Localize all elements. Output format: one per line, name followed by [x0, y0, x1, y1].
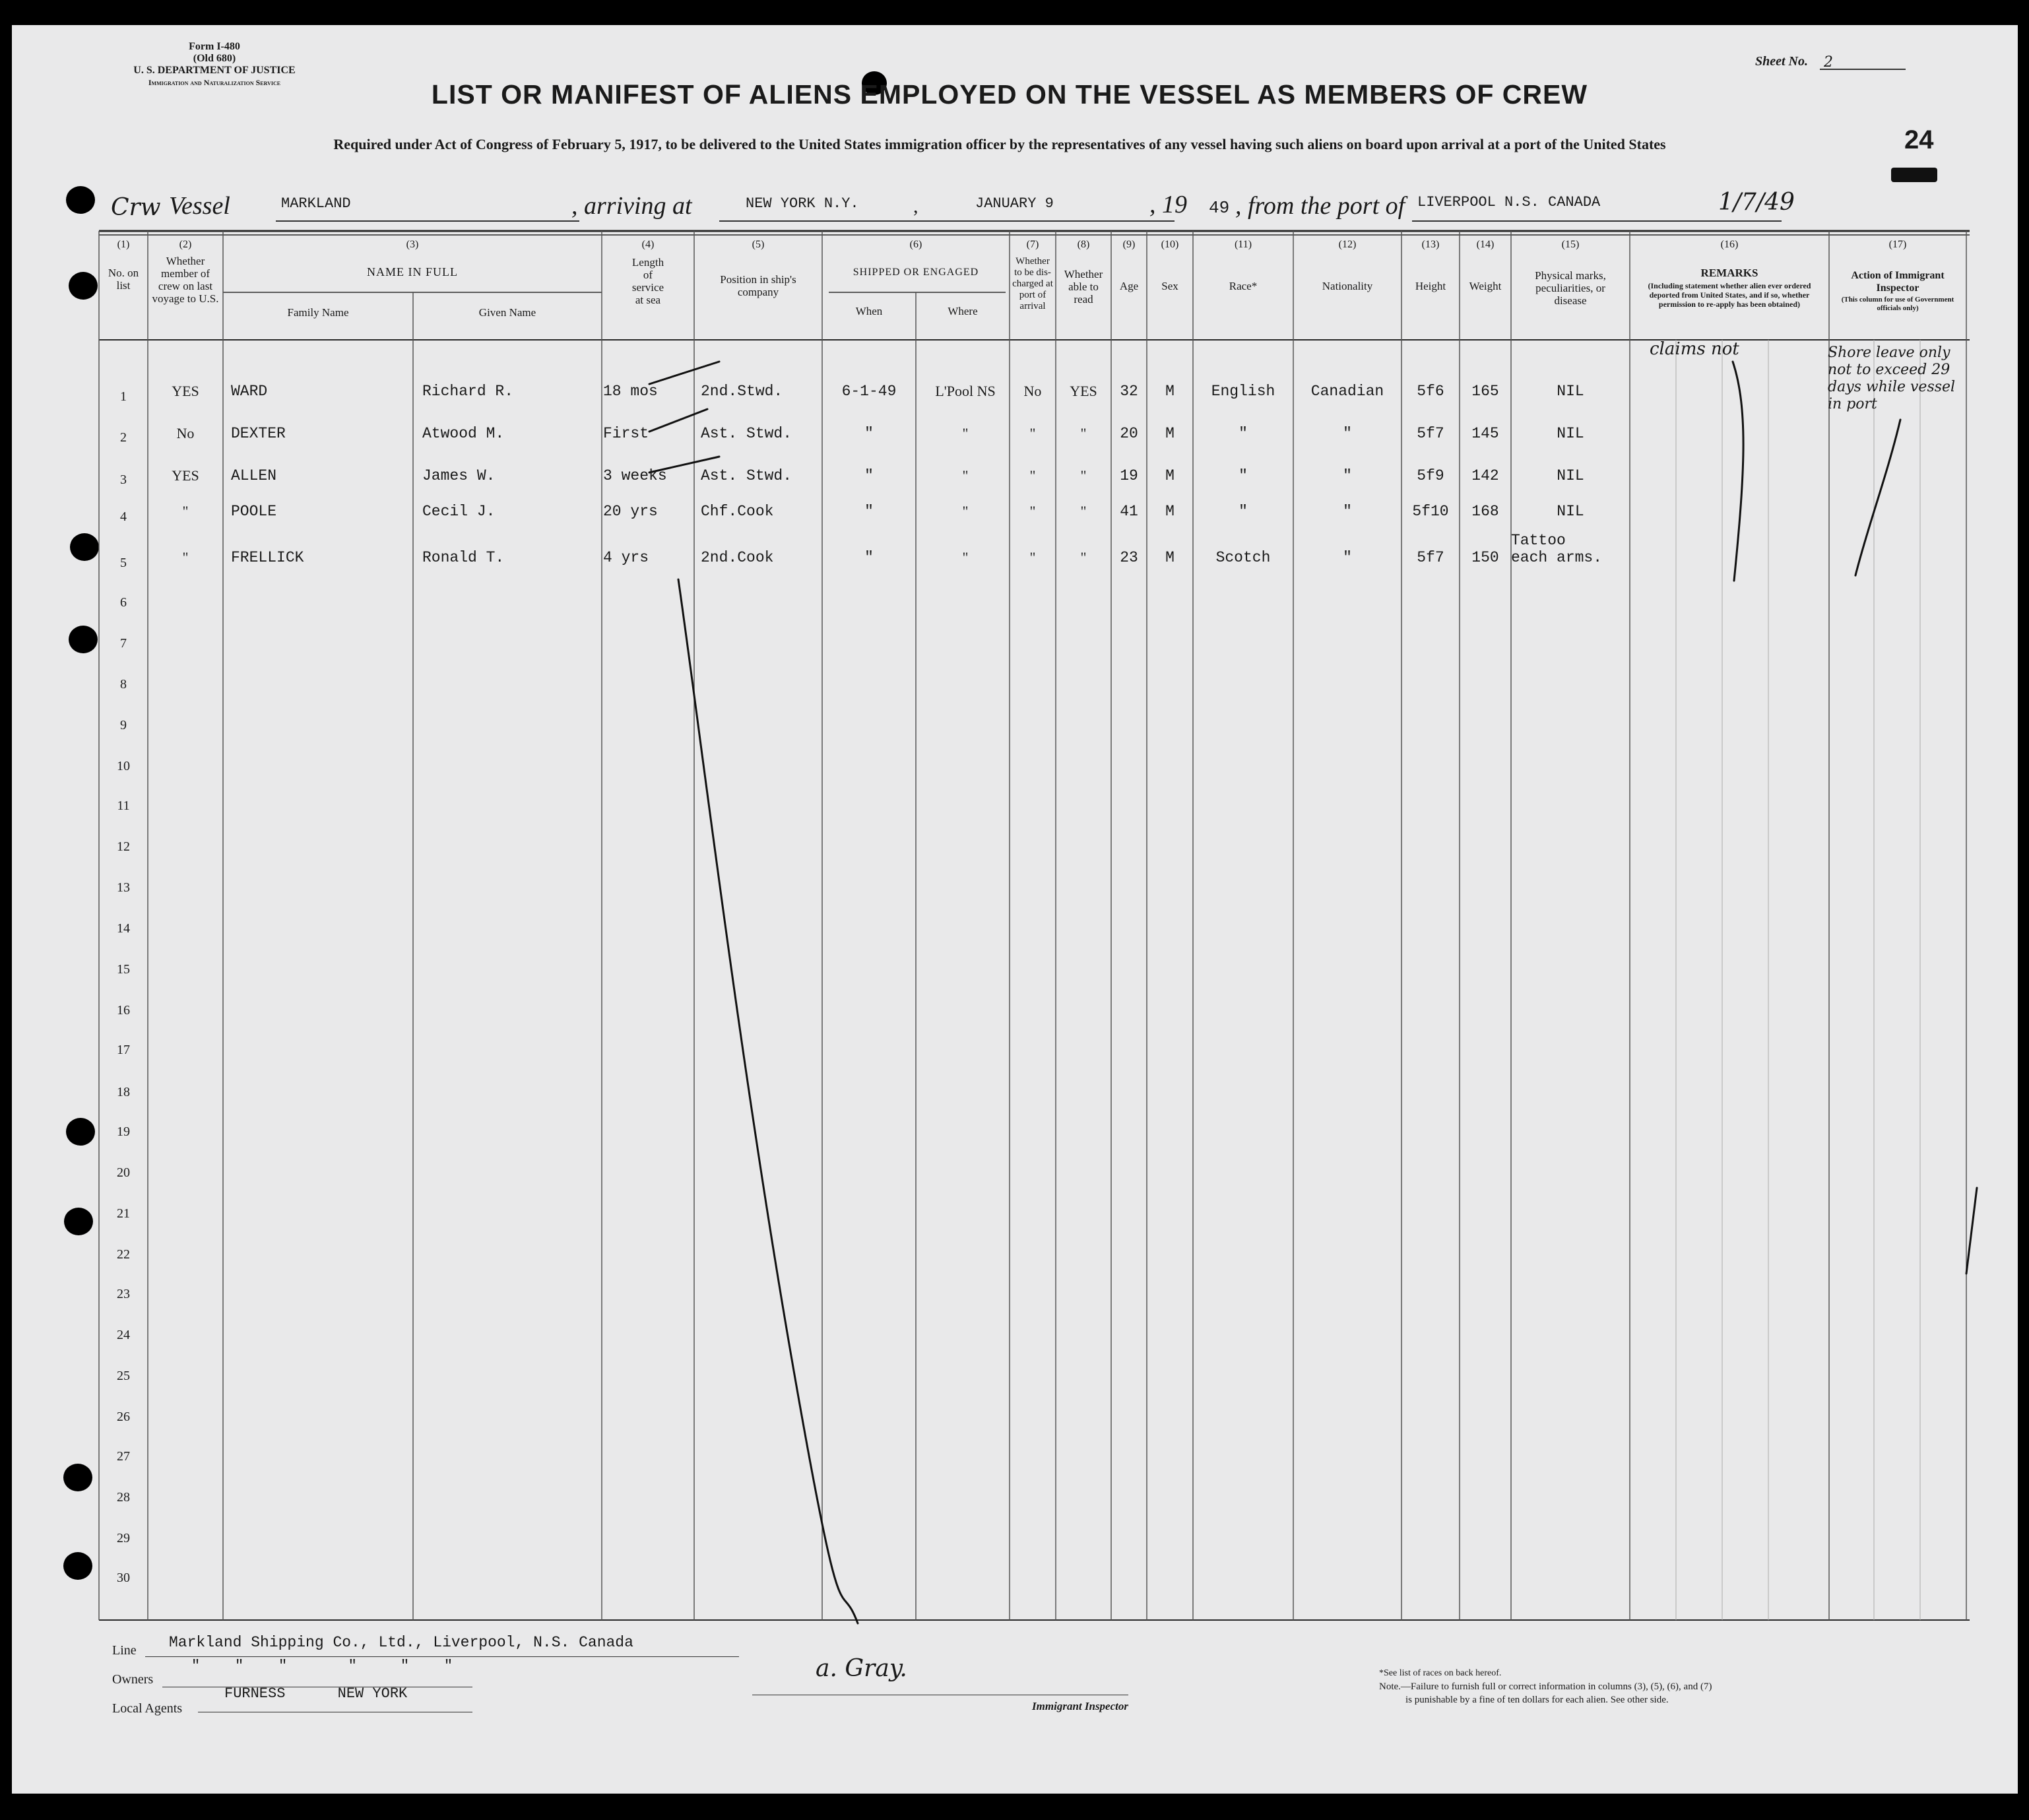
form-old-number: (Old 680): [193, 53, 236, 64]
age-cell: 20: [1120, 425, 1138, 442]
col11-number: (11): [1234, 239, 1252, 250]
row-number: 1: [120, 389, 127, 404]
weight-cell: 168: [1471, 503, 1499, 520]
family-name-cell: FRELLICK: [231, 549, 304, 566]
row-number: 17: [117, 1043, 130, 1057]
sex-cell: M: [1165, 425, 1175, 442]
line-label: Line: [112, 1643, 137, 1658]
when-header: When: [855, 305, 883, 317]
col5-number: (5): [752, 239, 765, 250]
weight-cell: 165: [1471, 383, 1499, 400]
col15-number: (15): [1561, 239, 1580, 250]
last-voyage-cell: No: [176, 425, 195, 441]
col2-header: Whether member of crew on last voyage to U.S.: [152, 255, 219, 305]
physical-marks-cell: NIL: [1557, 425, 1584, 442]
row-number: 11: [117, 798, 130, 813]
where-header: Where: [948, 305, 978, 317]
height-cell: 5f9: [1417, 467, 1444, 484]
sex-cell: M: [1165, 503, 1175, 520]
race-note: *See list of races on back hereof.: [1379, 1668, 1502, 1678]
shipped-where-cell: L'Pool NS: [935, 383, 996, 399]
row-number: 22: [117, 1247, 130, 1262]
able-to-read-cell: YES: [1070, 383, 1097, 399]
inspector-label: Immigrant Inspector: [1032, 1700, 1128, 1712]
col7-number: (7): [1026, 239, 1039, 250]
able-to-read-cell: ": [1080, 467, 1087, 484]
page-title: LIST OR MANIFEST OF ALIENS EMPLOYED ON THE VESSEL AS MEMBERS OF CREW: [431, 79, 1588, 110]
nationality-cell: ": [1343, 467, 1352, 484]
col16-number: (16): [1720, 239, 1739, 250]
nationality-cell: Canadian: [1310, 383, 1384, 400]
service-length-cell: 18 mos: [603, 383, 658, 400]
shipped-when-cell: ": [864, 425, 874, 442]
nationality-cell: ": [1343, 549, 1352, 566]
row-number: 30: [117, 1571, 130, 1585]
family-name-cell: POOLE: [231, 503, 277, 520]
owners-label: Owners: [112, 1672, 154, 1687]
row-number: 7: [120, 636, 127, 651]
position-cell: 2nd.Stwd.: [701, 383, 783, 400]
col17-subheader: (This column for use of Government officials only): [1841, 296, 1954, 312]
family-name-cell: WARD: [231, 383, 268, 400]
physical-marks-cell: NIL: [1557, 467, 1584, 484]
col6-number: (6): [909, 239, 922, 250]
physical-marks-cell: Tattoo: [1511, 532, 1566, 549]
inspector-signature: a. Gray.: [816, 1655, 907, 1682]
row-number: 9: [120, 718, 127, 732]
col16-header: REMARKS: [1700, 267, 1758, 279]
col9-header: Age: [1119, 280, 1139, 292]
col12-number: (12): [1338, 239, 1357, 250]
row-number: 3: [120, 472, 127, 487]
handwritten-date: 1/7/49: [1718, 189, 1795, 216]
row-number: 2: [120, 430, 127, 445]
service-length-cell: 4 yrs: [603, 549, 649, 566]
discharged-cell: ": [1029, 503, 1036, 519]
race-cell: ": [1239, 425, 1248, 442]
arriving-port: NEW YORK N.Y.: [746, 195, 859, 212]
shipped-where-cell: ": [962, 467, 969, 484]
agents-label: Local Agents: [112, 1701, 183, 1716]
vessel-name: MARKLAND: [281, 195, 351, 212]
page-mark: 24: [1904, 125, 1934, 154]
col14-number: (14): [1476, 239, 1495, 250]
given-name-cell: Ronald T.: [422, 549, 505, 566]
inspector-action-line: days while vessel: [1828, 379, 1956, 395]
shipped-when-cell: 6-1-49: [841, 383, 897, 400]
service-length-cell: 3 weeks: [603, 467, 667, 484]
col13-number: (13): [1421, 239, 1440, 250]
discharged-cell: ": [1029, 549, 1036, 566]
row-number: 19: [117, 1124, 130, 1139]
col15-header: Physical marks, peculiarities, or disease: [1535, 269, 1606, 307]
race-cell: English: [1211, 383, 1275, 400]
col16-subheader: (Including statement whether alien ever ordered deported from United States, and if so, whether permission to re-apply has been obtained): [1648, 281, 1811, 309]
sheet-label: Sheet No.: [1755, 54, 1808, 69]
height-cell: 5f6: [1417, 383, 1444, 400]
family-name-header: Family Name: [287, 306, 349, 319]
year-value: 49: [1209, 198, 1230, 218]
owners-value: " " " " " ": [191, 1658, 453, 1674]
row-number: 15: [117, 962, 130, 977]
col9-number: (9): [1122, 239, 1136, 250]
position-cell: 2nd.Cook: [701, 549, 774, 566]
height-cell: 5f7: [1417, 425, 1444, 442]
height-cell: 5f10: [1412, 503, 1449, 520]
row-number: 27: [117, 1449, 130, 1464]
discharged-cell: No: [1023, 383, 1042, 399]
page-subtitle: Required under Act of Congress of February 5, 1917, to be delivered to the United States immigration officer by the representatives of any vessel having such aliens on board upon arrival at a port of the United States: [333, 136, 1666, 152]
height-cell: 5f7: [1417, 549, 1444, 566]
col12-header: Nationality: [1322, 280, 1373, 292]
service-length-cell: First: [603, 425, 649, 442]
col3-number: (3): [406, 239, 419, 250]
family-name-cell: DEXTER: [231, 425, 286, 442]
col5-header: Position in ship's company: [720, 273, 796, 298]
given-name-cell: Cecil J.: [422, 503, 496, 520]
agents-value: FURNESS NEW YORK: [224, 1685, 408, 1702]
shipped-when-cell: ": [864, 549, 874, 566]
row-number: 28: [117, 1490, 130, 1505]
col8-header: Whether able to read: [1064, 268, 1103, 306]
shipped-when-cell: ": [864, 503, 874, 520]
row-number: 26: [117, 1410, 130, 1424]
sex-cell: M: [1165, 549, 1175, 566]
from-port: LIVERPOOL N.S. CANADA: [1417, 194, 1601, 211]
discharged-cell: ": [1029, 425, 1036, 441]
col17-header: Action of Immigrant Inspector: [1851, 270, 1945, 294]
row-number: 13: [117, 880, 130, 895]
race-cell: Scotch: [1215, 549, 1271, 566]
row-number: 10: [117, 759, 130, 773]
last-voyage-cell: YES: [172, 383, 199, 399]
physical-marks-cell: each arms.: [1511, 549, 1603, 566]
col10-header: Sex: [1161, 280, 1178, 292]
able-to-read-cell: ": [1080, 503, 1087, 519]
col10-number: (10): [1161, 239, 1179, 250]
nationality-cell: ": [1343, 425, 1352, 442]
col4-header: Length of service at sea: [631, 256, 664, 306]
col1-header: No. on list: [108, 267, 139, 292]
shipped-where-cell: ": [962, 425, 969, 441]
col7-header: Whether to be dis-charged at port of arrival: [1012, 256, 1053, 311]
sex-cell: M: [1165, 383, 1175, 400]
sheet-number: 2: [1824, 54, 1833, 71]
service: Immigration and Naturalization Service: [148, 78, 281, 87]
col6-header: SHIPPED OR ENGAGED: [853, 267, 979, 278]
last-voyage-cell: ": [182, 549, 189, 566]
able-to-read-cell: ": [1080, 425, 1087, 441]
given-name-header: Given Name: [478, 306, 536, 319]
inspector-action-line: not to exceed 29: [1828, 362, 1950, 378]
shipped-where-cell: ": [962, 503, 969, 519]
row-number: 14: [117, 921, 130, 936]
row-number: 16: [117, 1003, 130, 1018]
row-number: 12: [117, 839, 130, 854]
arrival-date: JANUARY 9: [975, 195, 1054, 212]
physical-marks-cell: NIL: [1557, 383, 1584, 400]
age-cell: 23: [1120, 549, 1138, 566]
position-cell: Ast. Stwd.: [701, 467, 792, 484]
able-to-read-cell: ": [1080, 549, 1087, 566]
row-number: 21: [117, 1206, 130, 1221]
shipped-when-cell: ": [864, 467, 874, 484]
line-underline: [145, 1656, 739, 1657]
penalty-note-2: is punishable by a fine of ten dollars for each alien. See other side.: [1405, 1695, 1669, 1705]
row-number: 20: [117, 1165, 130, 1180]
row-number: 23: [117, 1287, 130, 1301]
col11-header: Race*: [1229, 280, 1258, 292]
race-cell: ": [1239, 503, 1248, 520]
row-number: 5: [120, 556, 127, 570]
col8-number: (8): [1077, 239, 1090, 250]
year-prefix: , 19: [1149, 191, 1187, 218]
line-value: Markland Shipping Co., Ltd., Liverpool, N.S. Canada: [169, 1634, 633, 1651]
weight-cell: 150: [1471, 549, 1499, 566]
col13-header: Height: [1415, 280, 1446, 292]
given-name-cell: Atwood M.: [422, 425, 505, 442]
inspector-action-line: in port: [1828, 396, 1877, 412]
row-number: 4: [120, 509, 127, 524]
col14-header: Weight: [1469, 280, 1502, 292]
inspector-action-note: [1828, 344, 1955, 413]
row-number: 25: [117, 1369, 130, 1383]
last-voyage-cell: YES: [172, 467, 199, 484]
row-number: 6: [120, 595, 127, 610]
penalty-note-1: Note.—Failure to furnish full or correct information in columns (3), (5), (6), and (7): [1379, 1681, 1712, 1692]
col1-number: (1): [117, 239, 130, 250]
col4-number: (4): [641, 239, 655, 250]
age-cell: 41: [1120, 503, 1138, 520]
vessel-label: Vessel: [169, 192, 230, 220]
inspector-action-line: Shore leave only: [1828, 344, 1950, 361]
age-cell: 32: [1120, 383, 1138, 400]
sex-cell: M: [1165, 467, 1175, 484]
margin-note: Crw: [111, 194, 161, 221]
position-cell: Chf.Cook: [701, 503, 774, 520]
row-number: 29: [117, 1531, 130, 1545]
physical-marks-cell: NIL: [1557, 503, 1584, 520]
given-name-cell: James W.: [422, 467, 496, 484]
arriving-label: , arriving at: [571, 192, 692, 220]
form-number: Form I-480: [189, 41, 240, 52]
from-label: , from the port of: [1235, 192, 1405, 220]
position-cell: Ast. Stwd.: [701, 425, 792, 442]
service-length-cell: 20 yrs: [603, 503, 658, 520]
race-cell: ": [1239, 467, 1248, 484]
discharged-cell: ": [1029, 467, 1036, 484]
remarks-note: claims not: [1650, 339, 1739, 359]
weight-cell: 145: [1471, 425, 1499, 442]
row-number: 24: [117, 1328, 130, 1342]
family-name-cell: ALLEN: [231, 467, 277, 484]
age-cell: 19: [1120, 467, 1138, 484]
row-number: 8: [120, 677, 127, 692]
col2-number: (2): [179, 239, 192, 250]
row-number: 18: [117, 1085, 130, 1099]
nationality-cell: ": [1343, 503, 1352, 520]
given-name-cell: Richard R.: [422, 383, 514, 400]
weight-cell: 142: [1471, 467, 1499, 484]
shipped-where-cell: ": [962, 549, 969, 566]
col17-number: (17): [1888, 239, 1907, 250]
last-voyage-cell: ": [182, 503, 189, 519]
department: U. S. DEPARTMENT OF JUSTICE: [133, 65, 296, 76]
col3-header: NAME IN FULL: [367, 265, 458, 278]
